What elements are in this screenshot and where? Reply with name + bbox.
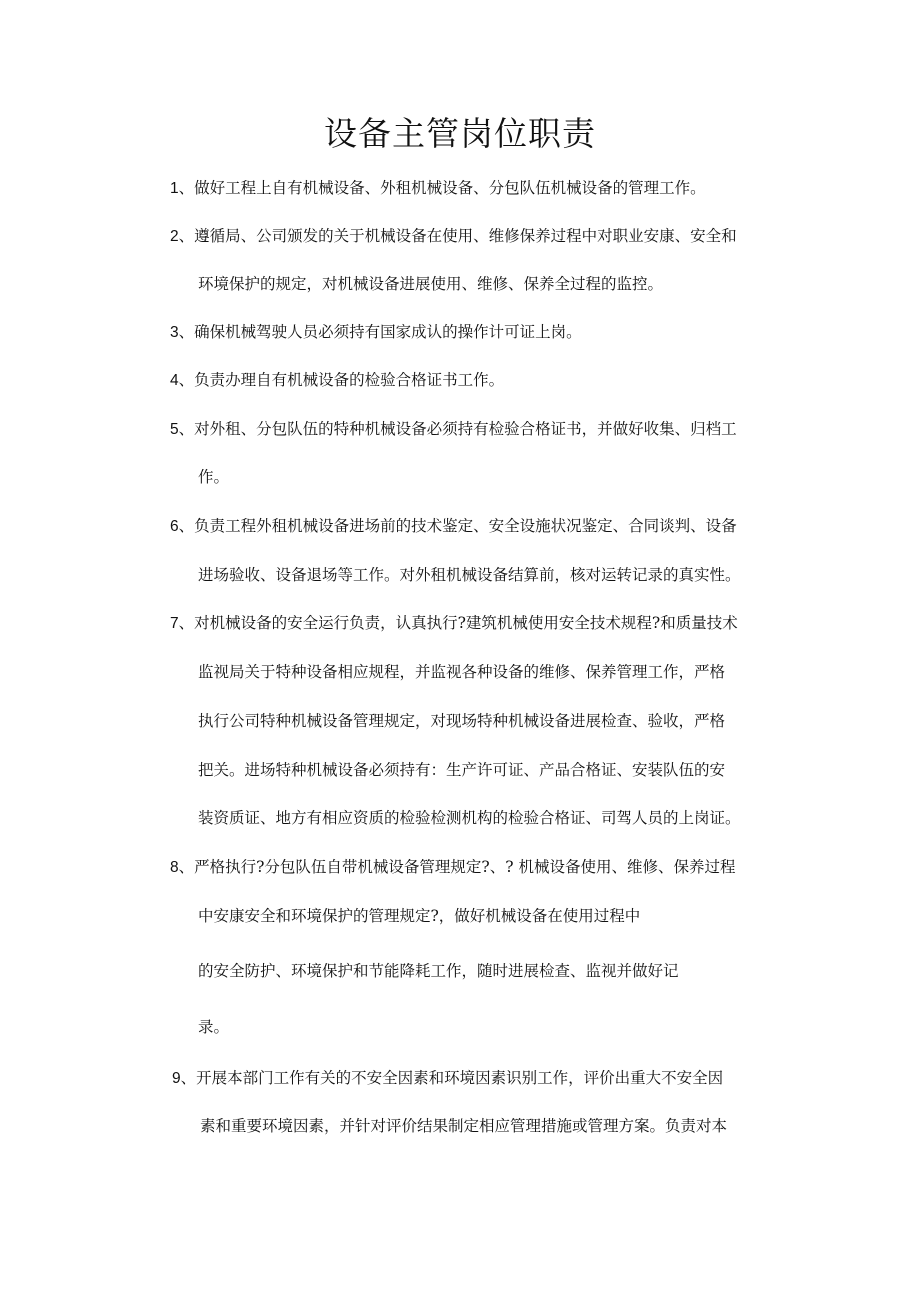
item-number: 7、 <box>170 615 195 632</box>
list-item <box>170 178 706 199</box>
item-number: 2、 <box>170 228 195 245</box>
item-number: 1、 <box>170 180 195 197</box>
item-continuation: 环境保护的规定，对机械设备进展使用、维修、保养全过程的监控。 <box>198 275 664 293</box>
item-number: 3、 <box>170 324 195 341</box>
item-text: 负责工程外租机械设备进场前的技术鉴定、安全设施状况鉴定、合同谈判、设备 <box>194 517 737 535</box>
item-number: 9、 <box>172 1070 197 1087</box>
item-continuation: 中安康安全和环境保护的管理规定?，做好机械设备在使用过程中 <box>198 907 641 925</box>
list-item <box>172 1068 723 1089</box>
list-item <box>170 857 736 878</box>
item-text: 遵循局、公司颁发的关于机械设备在使用、维修保养过程中对职业安康、安全和 <box>194 227 737 245</box>
item-text: 对外租、分包队伍的特种机械设备必须持有检验合格证书，并做好收集、归档工 <box>194 420 737 438</box>
item-text: 严格执行?分包队伍自带机械设备管理规定?、? 机械设备使用、维修、保养过程 <box>194 858 736 876</box>
item-continuation: 的安全防护、环境保护和节能降耗工作，随时进展检查、监视并做好记 <box>198 962 679 980</box>
item-number: 4、 <box>170 372 195 389</box>
list-item <box>170 370 504 391</box>
item-continuation: 作。 <box>198 468 230 486</box>
item-text: 做好工程上自有机械设备、外租机械设备、分包队伍机械设备的管理工作。 <box>194 179 706 197</box>
item-number: 8、 <box>170 859 195 876</box>
item-continuation: 把关。进场特种机械设备必须持有：生产许可证、产品合格证、安装队伍的安 <box>198 761 726 779</box>
item-number: 6、 <box>170 518 195 535</box>
item-number: 5、 <box>170 421 195 438</box>
list-item <box>170 322 582 343</box>
item-continuation: 录。 <box>198 1018 230 1036</box>
item-continuation: 进场验收、设备退场等工作。对外租机械设备结算前，核对运转记录的真实性。 <box>198 566 741 584</box>
list-item <box>170 613 738 634</box>
item-text: 对机械设备的安全运行负责，认真执行?建筑机械使用安全技术规程?和质量技术 <box>194 614 738 632</box>
item-continuation: 监视局关于特种设备相应规程，并监视各种设备的维修、保养管理工作，严格 <box>198 663 726 681</box>
list-item <box>170 226 737 247</box>
page-title: 设备主管岗位职责 <box>324 114 596 153</box>
list-item <box>170 516 737 537</box>
item-continuation: 装资质证、地方有相应资质的检验检测机构的检验合格证、司驾人员的上岗证。 <box>198 809 741 827</box>
item-continuation: 素和重要环境因素，并针对评价结果制定相应管理措施或管理方案。负责对本 <box>200 1117 728 1135</box>
item-text: 确保机械驾驶人员必须持有国家成认的操作计可证上岗。 <box>194 323 582 341</box>
item-continuation: 执行公司特种机械设备管理规定，对现场特种机械设备进展检查、验收，严格 <box>198 712 726 730</box>
item-text: 负责办理自有机械设备的检验合格证书工作。 <box>194 371 505 389</box>
list-item <box>170 419 737 440</box>
item-text: 开展本部门工作有关的不安全因素和环境因素识别工作，评价出重大不安全因 <box>196 1069 724 1087</box>
